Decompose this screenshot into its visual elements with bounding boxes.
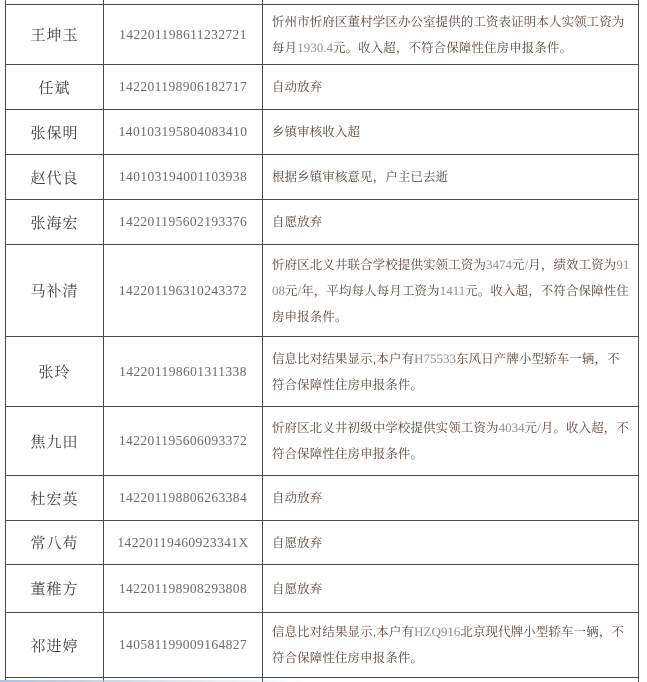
name-cell: 杜宏英 xyxy=(6,476,104,520)
remark-cell xyxy=(263,245,638,336)
cutoff-cell xyxy=(263,678,638,682)
remark-cell xyxy=(263,200,638,244)
remark-text: 自动放弃 xyxy=(272,80,323,94)
remark-cell xyxy=(263,407,638,475)
table-row xyxy=(6,65,638,110)
cutoff-cell xyxy=(104,0,263,4)
remark-text: 忻府区北义井初级中学校提供实领工资为4034元/月。收入超，不符合保障性住房申报条件。 xyxy=(272,420,629,461)
id-number-cell: 142201198906182717 xyxy=(104,65,263,109)
remark-text: 忻州市忻府区董村学区办公室提供的工资表证明本人实领工资为每月1930.4元。收入超，不符合保障性住房申报条件。 xyxy=(272,14,625,55)
table-row xyxy=(6,521,638,565)
table-row xyxy=(6,155,638,200)
remark-cell xyxy=(263,110,638,154)
id-number-cell: 142201198601311338 xyxy=(104,337,263,406)
id-number-cell: 142201198806263384 xyxy=(104,476,263,520)
name-cell: 赵代良 xyxy=(6,155,104,199)
remark-text: 信息比对结果显示,本户有HZQ916北京现代牌小型轿车一辆，不符合保障性住房申报条件。 xyxy=(272,624,625,665)
name-cell: 董稚方 xyxy=(6,565,104,612)
name-cell: 常八苟 xyxy=(6,521,104,564)
table-row xyxy=(6,407,638,476)
name-cell: 祁进婷 xyxy=(6,613,104,677)
remark-cell xyxy=(263,5,638,64)
remark-cell xyxy=(263,521,638,564)
remark-cell xyxy=(263,565,638,612)
name-cell: 张玲 xyxy=(6,337,104,406)
table-rows xyxy=(6,5,638,678)
table-row xyxy=(6,110,638,155)
name-cell: 张海宏 xyxy=(6,200,104,244)
table-row xyxy=(6,200,638,245)
id-number-cell: 142201198611232721 xyxy=(104,5,263,64)
remark-text: 忻府区北义井联合学校提供实领工资为3474元/月，绩效工资为9108元/年，平均每人每月工资为1411元。收入超，不符合保障性住房申报条件。 xyxy=(272,256,630,324)
remark-text: 自愿放弃 xyxy=(272,535,323,550)
table-row xyxy=(6,245,638,337)
id-number-cell: 140581199009164827 xyxy=(104,613,263,677)
id-number-cell: 140103194001103938 xyxy=(104,155,263,199)
table-row xyxy=(6,5,638,65)
name-cell: 王坤玉 xyxy=(6,5,104,64)
remark-cell xyxy=(263,476,638,520)
remark-cell xyxy=(263,155,638,199)
name-cell: 焦九田 xyxy=(6,407,104,475)
remark-cell xyxy=(263,613,638,677)
remark-cell xyxy=(263,337,638,406)
remark-cell xyxy=(263,65,638,109)
remark-text: 自愿放弃 xyxy=(272,215,323,229)
remark-text: 自动放弃 xyxy=(272,491,323,505)
remark-text: 乡镇审核收入超 xyxy=(272,125,361,139)
cutoff-cell xyxy=(263,0,638,4)
name-cell: 任斌 xyxy=(6,65,104,109)
name-cell: 马补清 xyxy=(6,245,104,336)
table-row xyxy=(6,613,638,678)
table-row xyxy=(6,476,638,521)
id-number-cell: 140103195804083410 xyxy=(104,110,263,154)
table-row xyxy=(6,337,638,407)
id-number-cell: 142201198908293808 xyxy=(104,565,263,612)
remark-text: 自愿放弃 xyxy=(272,581,323,596)
id-number-cell: 142201196310243372 xyxy=(104,245,263,336)
id-number-cell: 142201195606093372 xyxy=(104,407,263,475)
cutoff-cell xyxy=(6,0,104,4)
id-number-cell: 142201195602193376 xyxy=(104,200,263,244)
remark-text: 根据乡镇审核意见，户主已去逝 xyxy=(272,170,449,184)
remark-text: 信息比对结果显示,本户有H75533东风日产牌小型轿车一辆，不符合保障性住房申报条件。 xyxy=(272,350,620,392)
table-row xyxy=(6,565,638,613)
name-cell: 张保明 xyxy=(6,110,104,154)
records-table xyxy=(5,0,639,682)
id-number-cell: 14220119460923341X xyxy=(104,521,263,564)
